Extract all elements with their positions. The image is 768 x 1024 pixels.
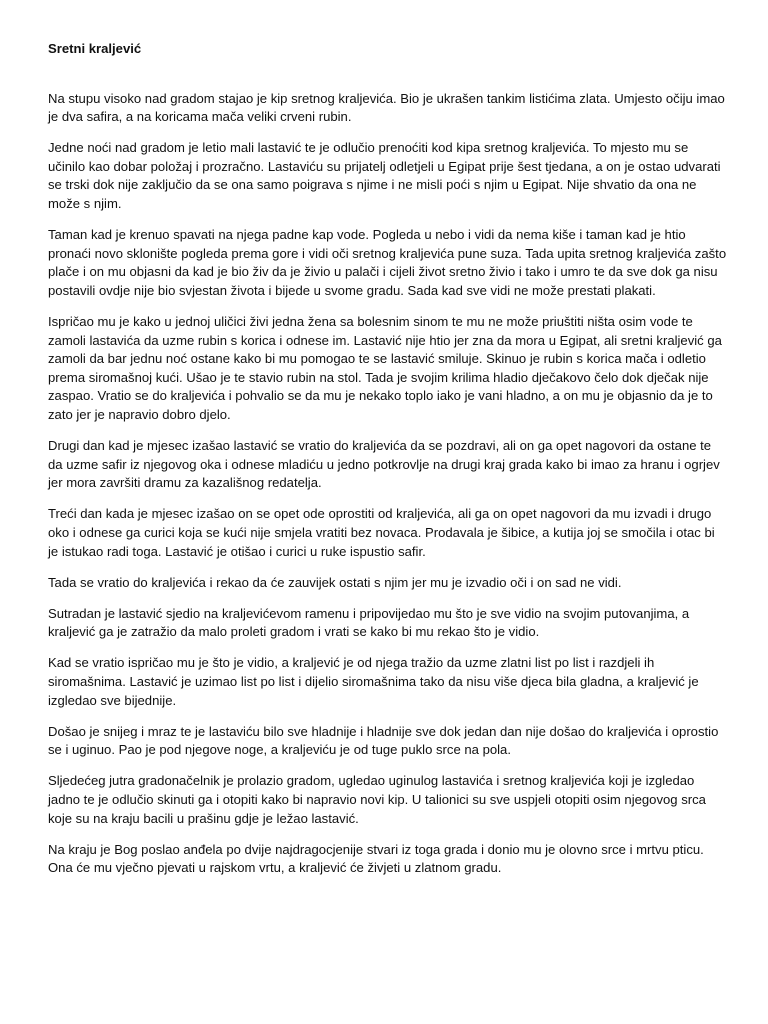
- paragraph-2: Jedne noći nad gradom je letio mali lastavić te je odlučio prenoćiti kod kipa sretnog kraljevića. To mjesto mu se učinilo kao dobar položaj i prozračno. Lastaviću su prijatelj odletjeli u Egipat prije šest tjedana, a on je ostao udvarati se trski dok nije zaključio da se ona samo poigrava s njime i ne misli poći s njim u Egipat. Nije shvatio da ona ne može s njim.: [48, 140, 721, 212]
- paragraph-1: Na stupu visoko nad gradom stajao je kip sretnog kraljevića. Bio je ukrašen tankim listićima zlata. Umjesto očiju imao je dva safira, a na koricama mača veliki crveni rubin.: [48, 90, 725, 125]
- paragraph-6: Treći dan kada je mjesec izašao on se opet ode oprostiti od kraljevića, ali ga on opet nagovori da mu izvadi i drugo oko i odnese ga curici koja se kući nije smjela vratiti bez novaca. Prodavala je šibice, a kutija joj se smočila i otac bi je istukao radi toga. Lastavić je otišao i curici u ruke ispustio safir.: [48, 506, 715, 559]
- paragraph-12: Na kraju je Bog poslao anđela po dvije najdragocjenije stvari iz toga grada i donio mu je olovno srce i mrtvu pticu. Ona će mu vječno pjevati u rajskom vrtu, a kraljević će živjeti u zlatnom gradu.: [48, 841, 704, 876]
- paragraph-4: Ispričao mu je kako u jednoj uličici živi jedna žena sa bolesnim sinom te mu ne može priuštiti ništa osim vode te zamoli lastavića da uzme rubin s korica i odnese im. Lastavić nije htio jer zna da mora u Egipat, ali sretni kraljević ga zamoli da bar jednu noć ostane kako bi mu pomogao te se lastavić smiluje. Skinuo je rubin s korica mača i odletio prema siromašnoj kući. Ušao je te stavio rubin na stol. Tada je svojim krilima hladio dječakovo čelo dok dječak nije zaspao. Vratio se do kraljevića i pohvalio se da mu je nekako toplo iako je vani hladno, a on mu je objasnio da je to zato jer je napravio dobro djelo.: [48, 314, 722, 422]
- document-title: Sretni kraljević: [48, 41, 142, 56]
- paragraph-7: Tada se vratio do kraljevića i rekao da će zauvijek ostati s njim jer mu je izvadio oči i on sad ne vidi.: [48, 574, 622, 590]
- paragraph-11: Sljedećeg jutra gradonačelnik je prolazio gradom, ugledao uginulog lastavića i sretnog kraljevića koji je izgledao jadno te je odlučio skinuti ga i otopiti kako bi napravio novi kip. U talionici su sve uspjeli otopiti osim njegovog srca koje su na kraju bacili u prašinu gdje je ležao lastavić.: [48, 773, 706, 826]
- paragraph-3: Taman kad je krenuo spavati na njega padne kap vode. Pogleda u nebo i vidi da nema kiše i taman kad je htio pronaći novo sklonište pogleda prema gore i vidi oči sretnog kraljevića pune suza. Tada upita sretnog kraljevića zašto plače i on mu objasni da kad je bio živ da je živio u palači i cijeli život sretno živio i tako i umro te da sve dok ga nisu postavili ovdje nije bio svjestan života i bijede u svome gradu. Sada kad sve vidi ne može prestati plakati.: [48, 227, 727, 298]
- paragraph-10: Došao je snijeg i mraz te je lastaviću bilo sve hladnije i hladnije sve dok jedan dan nije došao do kraljevića i oprostio se i uginuo. Pao je pod njegove noge, a kraljeviću je od tuge puklo srce na pola.: [48, 723, 719, 758]
- paragraph-5: Drugi dan kad je mjesec izašao lastavić se vratio do kraljevića da se pozdravi, ali on ga opet nagovori da ostane te da uzme safir iz njegovog oka i odnese mladiću u jedno potkrovlje na drugi kraj grada kako bi imao za hranu i ogrjev jer mora završiti dramu za kazališnog redatelja.: [48, 438, 720, 491]
- paragraph-8: Sutradan je lastavić sjedio na kraljevićevom ramenu i pripovijedao mu što je sve vidio na svojim putovanjima, a kraljević ga je zatražio da malo proleti gradom i vrati se kako bi mu rekao što je vidio.: [48, 605, 690, 640]
- document-page: [48, 40, 728, 890]
- paragraph-9: Kad se vratio ispričao mu je što je vidio, a kraljević je od njega tražio da uzme zlatni list po list i razdjeli ih siromašnima. Lastavić je uzimao list po list i dijelio siromašnima tako da nisu više djeca bila gladna, a kraljević je izgledao sve bijednije.: [48, 655, 699, 708]
